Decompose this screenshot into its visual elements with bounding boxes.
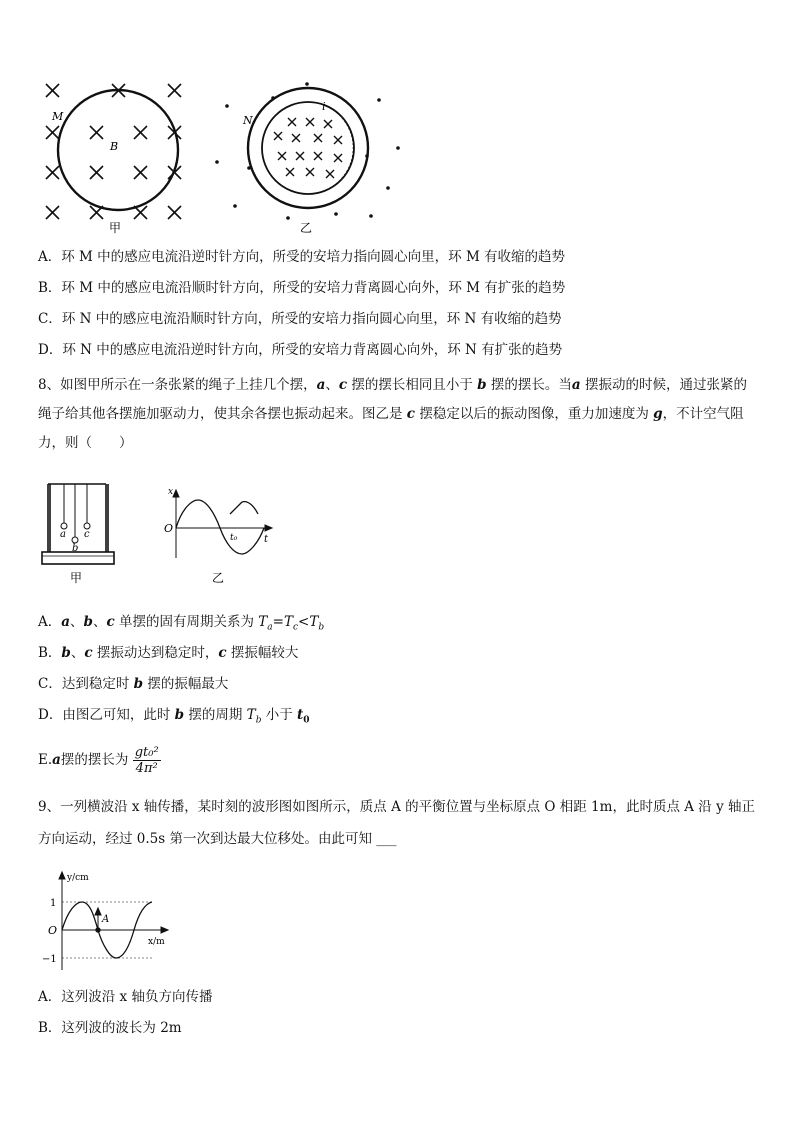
wave-graph: [59, 872, 168, 970]
q9-option-a: A．这列波沿 x 轴负方向传播: [38, 989, 213, 1005]
label-m: M: [52, 110, 64, 123]
axis-t-label: t: [264, 534, 269, 545]
x-axis-label: x/m: [148, 937, 165, 947]
point-a-label: A: [102, 914, 110, 925]
q7-option-a: A．环 M 中的感应电流沿逆时针方向，所受的安培力指向圆心向里，环 M 有收缩的趋势: [38, 249, 566, 265]
q9-stem-line1: 9、一列横波沿 x 轴传播，某时刻的波形图如图所示，质点 A 的平衡位置与坐标原点 O 相距 1m，此时质点 A 沿 y 轴正: [38, 799, 755, 815]
q8-option-e: E.a摆的摆长为 $\frac{\text{gt₀²}}{\text{4π²}}$: [38, 745, 159, 776]
y-axis-label: y/cm: [67, 873, 89, 883]
t0-label: t₀: [230, 533, 238, 543]
figure-q7: [30, 70, 430, 240]
label-i: i: [322, 100, 326, 113]
q9-stem-line2: 方向运动，经过 0.5s 第一次到达最大位移处。由此可知 ___: [38, 831, 397, 847]
origin-label: O: [164, 522, 174, 535]
caption-jia: 甲: [109, 221, 122, 235]
q8-option-c: C．达到稳定时 b 摆的振幅最大: [38, 676, 229, 692]
axis-x-label: x: [168, 487, 174, 497]
label-b: B: [110, 140, 119, 153]
caption-yi: 乙: [300, 221, 313, 235]
q8-option-d: D．由图乙可知，此时 b 摆的周期 $T_b$ 小于 $t_0$: [38, 707, 310, 726]
q8-option-a: A．a、b、c 单摆的固有周期关系为 $T_a=T_c<T_b$: [38, 614, 325, 633]
figure-q8: [36, 476, 296, 588]
lbl-a: a: [60, 529, 66, 540]
tick-pos-1: 1: [50, 898, 57, 909]
q7-option-b: B．环 M 中的感应电流沿顺时针方向，所受的安培力背离圆心向外，环 M 有扩张的趋势: [38, 280, 566, 296]
q7-option-d: D．环 N 中的感应电流沿逆时针方向，所受的安培力背离圆心向外，环 N 有扩张的趋势: [38, 342, 563, 358]
q8-option-b: B．b、c 摆振动达到稳定时，c 摆振幅较大: [38, 645, 299, 661]
label-n: N: [243, 114, 253, 127]
current-arc: [326, 106, 353, 190]
q7-option-c: C．环 N 中的感应电流沿顺时针方向，所受的安培力指向圆心向里，环 N 有收缩的趋势: [38, 311, 562, 327]
lbl-c: c: [84, 529, 90, 540]
ring-n: [248, 88, 368, 208]
lbl-b: b: [72, 543, 79, 554]
q8-stem: 8、如图甲所示在一条张紧的绳子上挂几个摆，a、c 摆的摆长相同且小于 b 摆的摆长。当a 摆振动的时候，通过张紧的绳子给其他各摆施加驱动力，使其余各摆也振动起来。图乙是 c 摆稳定以后的振动图像，重力加速度为 g，不计空气阻力，则（ ）: [38, 377, 747, 451]
vibration-graph: [173, 490, 272, 558]
q9-option-b: B．这列波的波长为 2m: [38, 1020, 182, 1036]
figure-q9: [40, 866, 190, 978]
tick-neg-1: −1: [42, 954, 57, 965]
caption-jia-q8: 甲: [70, 571, 83, 585]
caption-yi-q8: 乙: [212, 571, 225, 585]
fig7-yi: [248, 88, 368, 208]
inner-crosses: [274, 118, 342, 178]
formula-fraction: $\frac{\text{gt₀²}}{\text{4π²}}$: [134, 745, 159, 776]
origin-label-q9: O: [48, 924, 58, 937]
